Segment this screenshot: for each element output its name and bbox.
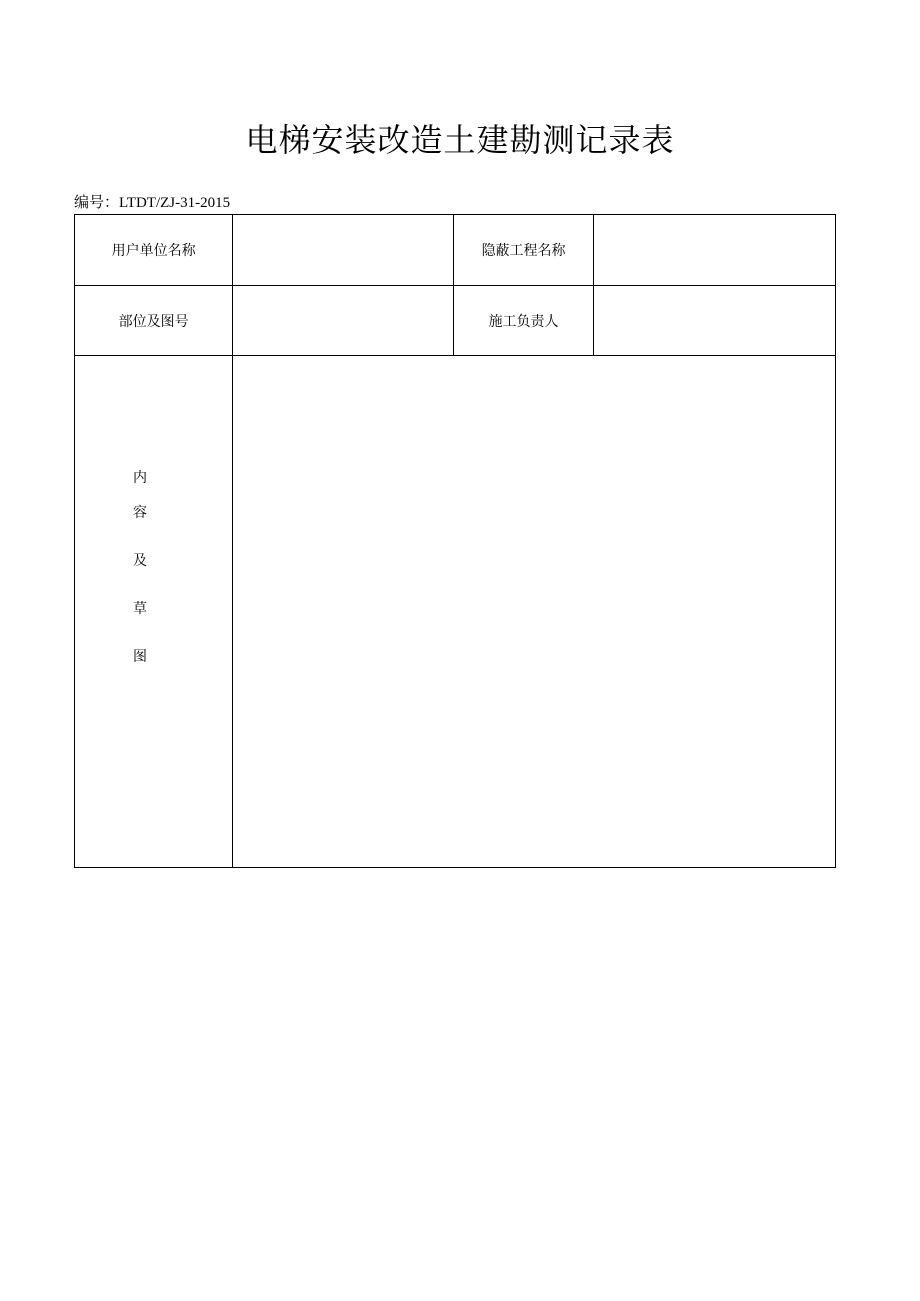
location-drawing-number-label: 部位及图号 [75, 286, 233, 356]
label-char-4: 草 [133, 601, 147, 617]
content-sketch-area[interactable] [233, 356, 836, 868]
document-number: 编号：LTDT/ZJ-31-2015 [74, 195, 231, 211]
construction-lead-field[interactable] [593, 286, 835, 356]
label-char-2: 容 [133, 505, 147, 521]
table-row-location [75, 286, 836, 356]
client-unit-name-field[interactable] [233, 215, 454, 286]
content-sketch-label [75, 356, 232, 867]
content-sketch-label-cell [75, 356, 233, 868]
construction-lead-label: 施工负责人 [454, 286, 593, 356]
client-unit-name-label: 用户单位名称 [75, 215, 233, 286]
label-char-3: 及 [133, 553, 147, 569]
concealed-work-name-label: 隐蔽工程名称 [454, 215, 593, 286]
concealed-work-name-field[interactable] [593, 215, 835, 286]
label-char-5: 图 [133, 649, 147, 665]
document-title: 电梯安装改造土建勘测记录表 [245, 121, 675, 159]
location-drawing-number-field[interactable] [233, 286, 454, 356]
label-char-1: 内 [133, 470, 147, 486]
table-row-client [75, 215, 836, 286]
survey-record-table [74, 214, 836, 868]
table-row-content [75, 356, 836, 868]
